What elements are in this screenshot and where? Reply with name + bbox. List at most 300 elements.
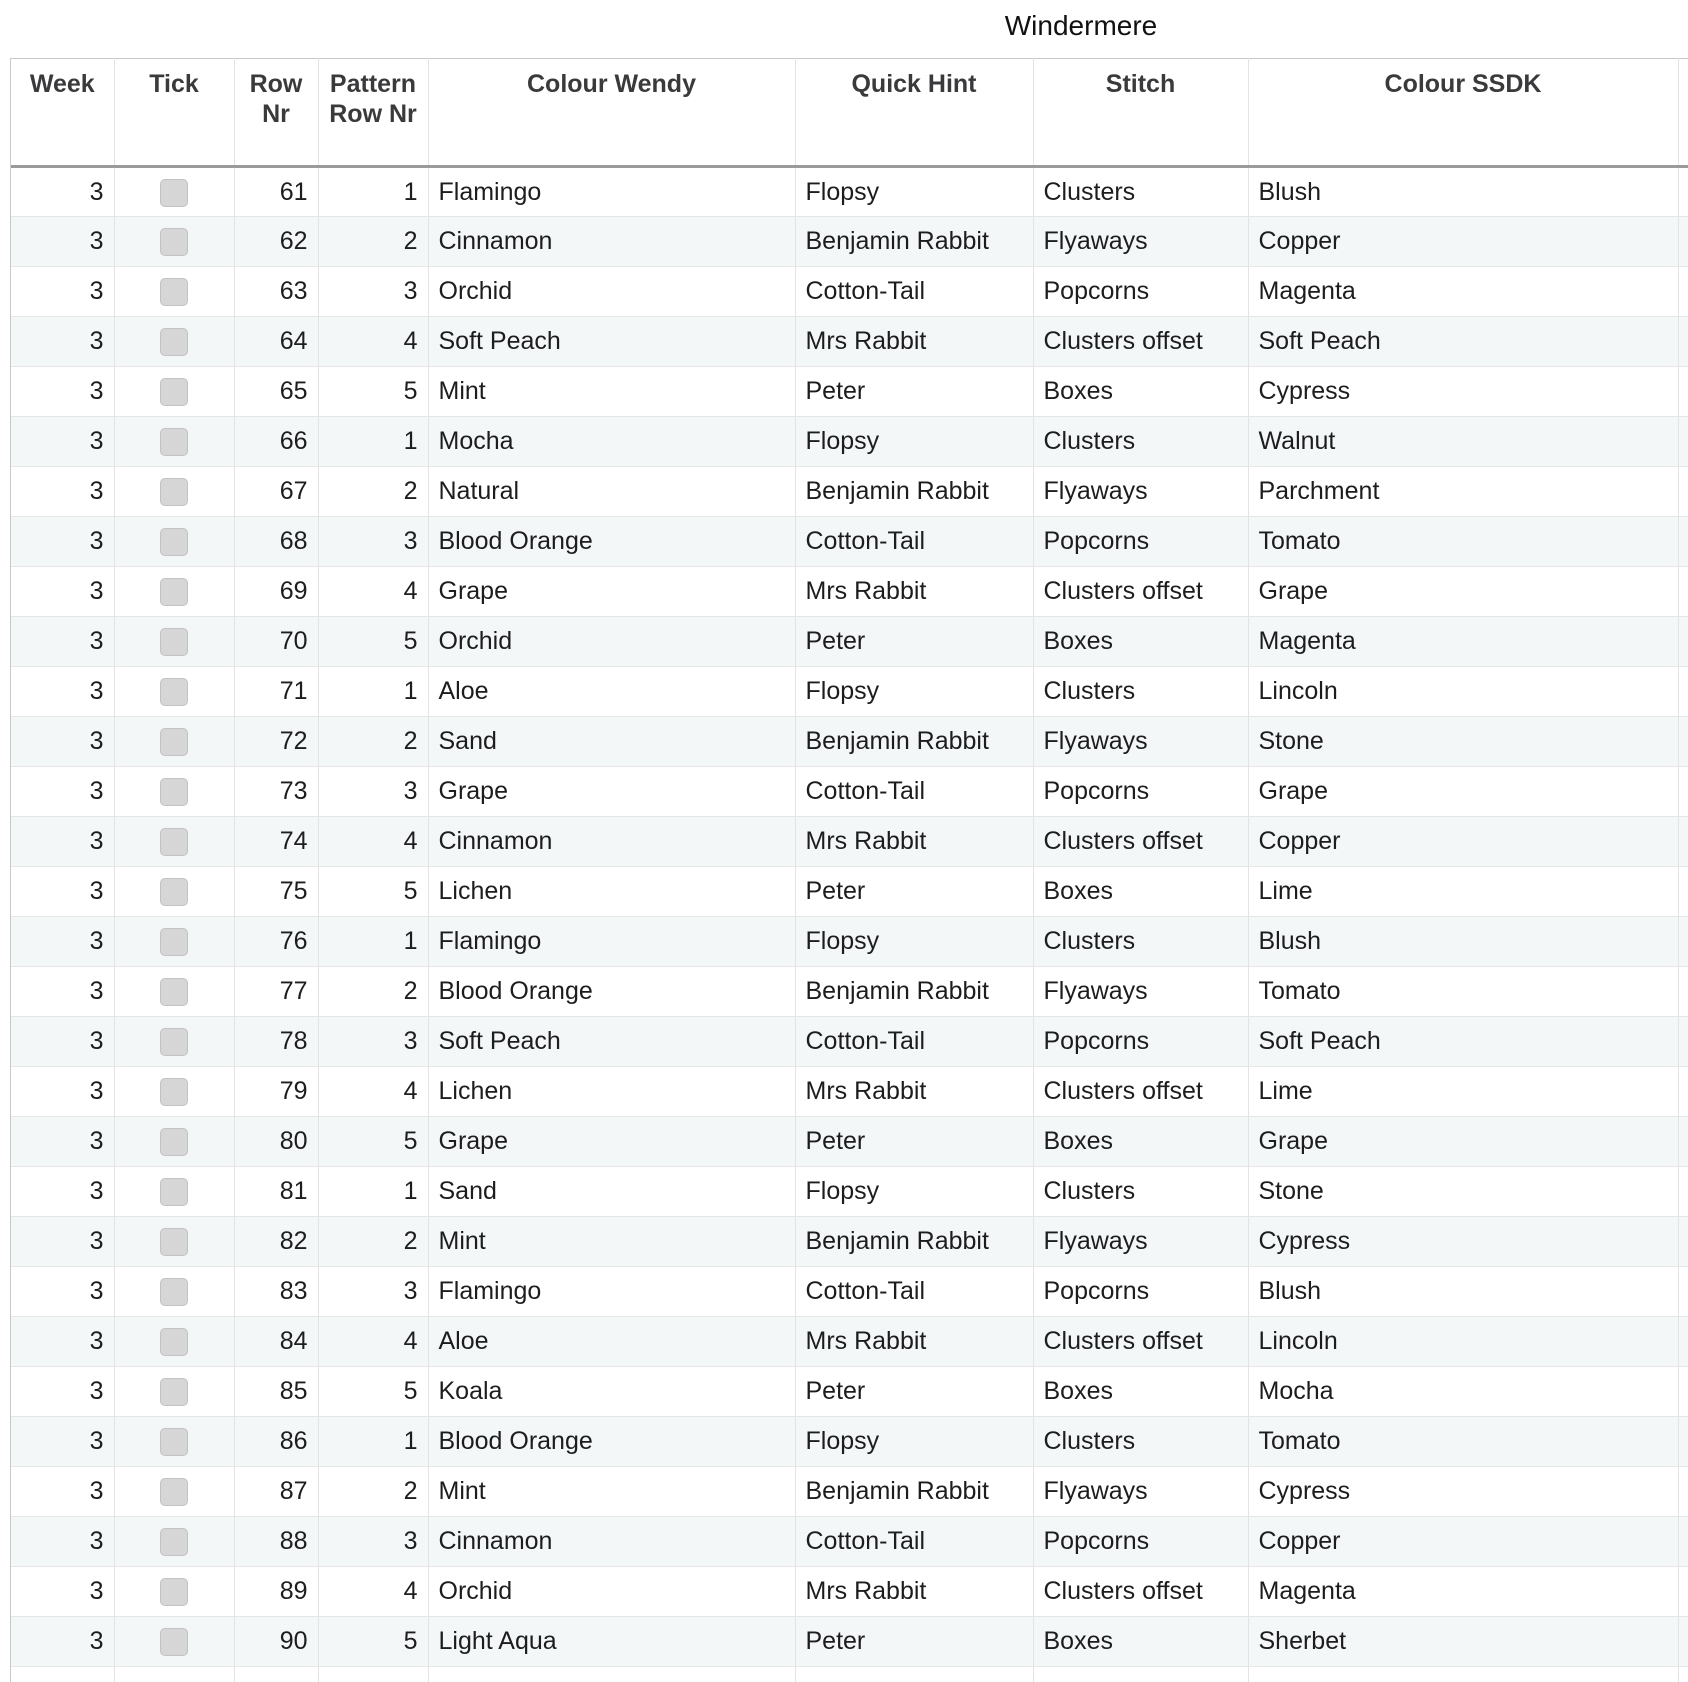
cell-week[interactable]: 3 (11, 917, 114, 967)
cell-pattern-row-nr[interactable]: 1 (318, 417, 428, 467)
cell-tick[interactable] (114, 1067, 234, 1117)
cell-stitch[interactable]: Flyaways (1033, 967, 1248, 1017)
header-row-nr[interactable]: Row Nr (234, 59, 318, 167)
cell-overflow[interactable] (1678, 817, 1688, 867)
cell-stitch[interactable]: Clusters (1033, 667, 1248, 717)
cell-tick[interactable] (114, 1617, 234, 1667)
cell-quick-hint[interactable]: Mrs Rabbit (795, 317, 1033, 367)
header-colour-wendy[interactable]: Colour Wendy (428, 59, 795, 167)
tick-checkbox[interactable] (160, 1128, 188, 1156)
cell-quick-hint[interactable]: Mrs Rabbit (795, 1067, 1033, 1117)
cell-row-nr[interactable]: 68 (234, 517, 318, 567)
cell-tick[interactable] (114, 1517, 234, 1567)
cell-row-nr[interactable]: 83 (234, 1267, 318, 1317)
cell-week[interactable]: 3 (11, 667, 114, 717)
cell-row-nr[interactable]: 64 (234, 317, 318, 367)
cell-quick-hint[interactable]: Flopsy (795, 417, 1033, 467)
cell-overflow[interactable] (1678, 667, 1688, 717)
cell-overflow[interactable] (1678, 1617, 1688, 1667)
cell-colour-wendy[interactable]: Cinnamon (428, 817, 795, 867)
cell-colour-wendy[interactable]: Flamingo (428, 1267, 795, 1317)
cell-pattern-row-nr[interactable]: 5 (318, 1117, 428, 1167)
tick-checkbox[interactable] (160, 728, 188, 756)
cell-overflow[interactable] (1678, 317, 1688, 367)
cell-week[interactable]: 3 (11, 1167, 114, 1217)
cell-overflow[interactable] (1678, 467, 1688, 517)
cell-quick-hint[interactable]: Benjamin Rabbit (795, 217, 1033, 267)
cell-pattern-row-nr[interactable]: 5 (318, 867, 428, 917)
tick-checkbox[interactable] (160, 278, 188, 306)
cell-colour-ssdk[interactable]: Soft Peach (1248, 317, 1678, 367)
cell-row-nr[interactable]: 78 (234, 1017, 318, 1067)
tick-checkbox[interactable] (160, 678, 188, 706)
cell-tick[interactable] (114, 1117, 234, 1167)
cell-tick[interactable] (114, 667, 234, 717)
cell-stitch[interactable]: Boxes (1033, 1117, 1248, 1167)
cell-colour-ssdk[interactable]: Blush (1248, 917, 1678, 967)
header-quick-hint[interactable]: Quick Hint (795, 59, 1033, 167)
cell-row-nr[interactable]: 67 (234, 467, 318, 517)
cell-overflow[interactable] (1678, 1667, 1688, 1682)
cell-quick-hint[interactable]: Mrs Rabbit (795, 1567, 1033, 1617)
cell-colour-wendy[interactable]: Natural (428, 467, 795, 517)
cell-colour-ssdk[interactable]: Tomato (1248, 1417, 1678, 1467)
tick-checkbox[interactable] (160, 628, 188, 656)
cell-overflow[interactable] (1678, 967, 1688, 1017)
cell-week[interactable]: 3 (11, 167, 114, 217)
tick-checkbox[interactable] (160, 1178, 188, 1206)
cell-overflow[interactable] (1678, 1567, 1688, 1617)
cell-colour-ssdk[interactable]: Lime (1248, 1067, 1678, 1117)
tick-checkbox[interactable] (160, 1028, 188, 1056)
header-stitch[interactable]: Stitch (1033, 59, 1248, 167)
cell-colour-ssdk[interactable]: Blush (1248, 167, 1678, 217)
cell-tick[interactable] (114, 717, 234, 767)
cell-colour-wendy[interactable]: Orchid (428, 617, 795, 667)
cell-overflow[interactable] (1678, 167, 1688, 217)
cell-week[interactable]: 3 (11, 1217, 114, 1267)
cell-stitch[interactable]: Flyaways (1033, 1467, 1248, 1517)
cell-pattern-row-nr[interactable]: 2 (318, 1467, 428, 1517)
cell-tick[interactable] (114, 867, 234, 917)
cell-stitch[interactable]: Flyaways (1033, 717, 1248, 767)
cell-overflow[interactable] (1678, 867, 1688, 917)
cell-pattern-row-nr[interactable]: 1 (318, 917, 428, 967)
cell-pattern-row-nr[interactable]: 2 (318, 467, 428, 517)
cell-week[interactable]: 3 (11, 1067, 114, 1117)
cell-row-nr[interactable]: 88 (234, 1517, 318, 1567)
cell-quick-hint[interactable]: Peter (795, 1117, 1033, 1167)
cell-stitch[interactable]: Clusters offset (1033, 817, 1248, 867)
cell-colour-wendy[interactable]: Aloe (428, 1317, 795, 1367)
cell-tick[interactable] (114, 1317, 234, 1367)
cell-tick[interactable] (114, 1567, 234, 1617)
tick-checkbox[interactable] (160, 478, 188, 506)
cell-colour-ssdk[interactable]: Stone (1248, 717, 1678, 767)
cell-week[interactable]: 3 (11, 967, 114, 1017)
cell-row-nr[interactable]: 80 (234, 1117, 318, 1167)
cell-stitch[interactable]: Clusters offset (1033, 1067, 1248, 1117)
cell-tick[interactable] (114, 1667, 234, 1682)
cell-stitch[interactable]: Boxes (1033, 1367, 1248, 1417)
cell-week[interactable]: 3 (11, 317, 114, 367)
cell-stitch[interactable]: Boxes (1033, 1617, 1248, 1667)
cell-pattern-row-nr[interactable]: 4 (318, 817, 428, 867)
cell-row-nr[interactable]: 71 (234, 667, 318, 717)
cell-stitch[interactable]: Clusters (1033, 1417, 1248, 1467)
cell-row-nr[interactable]: 89 (234, 1567, 318, 1617)
cell-colour-ssdk[interactable]: Grape (1248, 767, 1678, 817)
cell-colour-wendy[interactable]: Koala (428, 1367, 795, 1417)
cell-pattern-row-nr[interactable]: 4 (318, 1567, 428, 1617)
cell-week[interactable]: 3 (11, 467, 114, 517)
cell-quick-hint[interactable]: Flopsy (795, 1167, 1033, 1217)
cell-pattern-row-nr[interactable]: 2 (318, 217, 428, 267)
cell-stitch[interactable]: Popcorns (1033, 517, 1248, 567)
cell-week[interactable]: 3 (11, 1567, 114, 1617)
cell-quick-hint[interactable]: Benjamin Rabbit (795, 717, 1033, 767)
cell-stitch[interactable]: Clusters offset (1033, 317, 1248, 367)
tick-checkbox[interactable] (160, 1328, 188, 1356)
cell-overflow[interactable] (1678, 1017, 1688, 1067)
cell-row-nr[interactable]: 74 (234, 817, 318, 867)
cell-overflow[interactable] (1678, 1517, 1688, 1567)
cell-pattern-row-nr[interactable]: 5 (318, 617, 428, 667)
cell-week[interactable]: 3 (11, 567, 114, 617)
cell-week[interactable] (11, 1667, 114, 1682)
cell-colour-ssdk[interactable]: Copper (1248, 817, 1678, 867)
cell-colour-wendy[interactable]: Orchid (428, 267, 795, 317)
cell-tick[interactable] (114, 317, 234, 367)
tick-checkbox[interactable] (160, 528, 188, 556)
header-overflow-column[interactable] (1678, 59, 1688, 167)
cell-quick-hint[interactable]: Flopsy (795, 667, 1033, 717)
cell-stitch[interactable]: Clusters (1033, 417, 1248, 467)
cell-colour-wendy[interactable]: Sand (428, 717, 795, 767)
cell-stitch[interactable]: Boxes (1033, 617, 1248, 667)
cell-tick[interactable] (114, 1267, 234, 1317)
cell-colour-wendy[interactable]: Cinnamon (428, 217, 795, 267)
tick-checkbox[interactable] (160, 1628, 188, 1656)
cell-quick-hint[interactable]: Mrs Rabbit (795, 817, 1033, 867)
cell-colour-ssdk[interactable]: Mocha (1248, 1367, 1678, 1417)
cell-overflow[interactable] (1678, 1467, 1688, 1517)
cell-colour-ssdk[interactable]: Copper (1248, 217, 1678, 267)
cell-colour-wendy[interactable]: Grape (428, 567, 795, 617)
cell-quick-hint[interactable]: Peter (795, 367, 1033, 417)
cell-week[interactable]: 3 (11, 1117, 114, 1167)
cell-row-nr[interactable]: 87 (234, 1467, 318, 1517)
tick-checkbox[interactable] (160, 1528, 188, 1556)
cell-colour-wendy[interactable]: Blood Orange (428, 967, 795, 1017)
cell-pattern-row-nr[interactable]: 1 (318, 167, 428, 217)
cell-tick[interactable] (114, 1367, 234, 1417)
header-pattern-row-nr[interactable]: Pattern Row Nr (318, 59, 428, 167)
cell-overflow[interactable] (1678, 1217, 1688, 1267)
cell-tick[interactable] (114, 617, 234, 667)
cell-stitch[interactable]: Flyaways (1033, 217, 1248, 267)
cell-quick-hint[interactable]: Cotton-Tail (795, 1517, 1033, 1567)
cell-row-nr[interactable]: 62 (234, 217, 318, 267)
cell-overflow[interactable] (1678, 1167, 1688, 1217)
cell-pattern-row-nr[interactable]: 5 (318, 1367, 428, 1417)
cell-stitch[interactable]: Clusters (1033, 1167, 1248, 1217)
cell-quick-hint[interactable] (795, 1667, 1033, 1682)
cell-tick[interactable] (114, 767, 234, 817)
cell-row-nr[interactable]: 76 (234, 917, 318, 967)
cell-colour-ssdk[interactable]: Soft Peach (1248, 1017, 1678, 1067)
cell-colour-ssdk[interactable] (1248, 1667, 1678, 1682)
cell-week[interactable]: 3 (11, 817, 114, 867)
cell-overflow[interactable] (1678, 1267, 1688, 1317)
cell-quick-hint[interactable]: Mrs Rabbit (795, 567, 1033, 617)
cell-pattern-row-nr[interactable]: 1 (318, 667, 428, 717)
tick-checkbox[interactable] (160, 778, 188, 806)
cell-row-nr[interactable]: 84 (234, 1317, 318, 1367)
cell-week[interactable]: 3 (11, 1267, 114, 1317)
cell-overflow[interactable] (1678, 717, 1688, 767)
cell-week[interactable]: 3 (11, 1317, 114, 1367)
cell-colour-ssdk[interactable]: Grape (1248, 1117, 1678, 1167)
cell-quick-hint[interactable]: Benjamin Rabbit (795, 1217, 1033, 1267)
cell-pattern-row-nr[interactable]: 2 (318, 1217, 428, 1267)
cell-tick[interactable] (114, 917, 234, 967)
cell-pattern-row-nr[interactable]: 4 (318, 1067, 428, 1117)
cell-row-nr[interactable]: 63 (234, 267, 318, 317)
cell-tick[interactable] (114, 467, 234, 517)
header-colour-ssdk[interactable]: Colour SSDK (1248, 59, 1678, 167)
cell-stitch[interactable]: Popcorns (1033, 267, 1248, 317)
cell-quick-hint[interactable]: Peter (795, 617, 1033, 667)
cell-week[interactable]: 3 (11, 417, 114, 467)
cell-row-nr[interactable]: 79 (234, 1067, 318, 1117)
cell-quick-hint[interactable]: Mrs Rabbit (795, 1317, 1033, 1367)
cell-pattern-row-nr[interactable]: 2 (318, 967, 428, 1017)
cell-overflow[interactable] (1678, 417, 1688, 467)
cell-tick[interactable] (114, 217, 234, 267)
cell-colour-ssdk[interactable]: Cypress (1248, 367, 1678, 417)
cell-tick[interactable] (114, 417, 234, 467)
cell-colour-wendy[interactable]: Grape (428, 767, 795, 817)
cell-quick-hint[interactable]: Peter (795, 867, 1033, 917)
cell-pattern-row-nr[interactable]: 4 (318, 1317, 428, 1367)
cell-quick-hint[interactable]: Flopsy (795, 917, 1033, 967)
cell-row-nr[interactable]: 85 (234, 1367, 318, 1417)
cell-quick-hint[interactable]: Flopsy (795, 167, 1033, 217)
cell-overflow[interactable] (1678, 917, 1688, 967)
cell-overflow[interactable] (1678, 1317, 1688, 1367)
cell-colour-ssdk[interactable]: Stone (1248, 1167, 1678, 1217)
cell-pattern-row-nr[interactable]: 1 (318, 1417, 428, 1467)
cell-colour-wendy[interactable]: Blood Orange (428, 517, 795, 567)
cell-overflow[interactable] (1678, 567, 1688, 617)
cell-week[interactable]: 3 (11, 717, 114, 767)
cell-stitch[interactable]: Flyaways (1033, 467, 1248, 517)
cell-colour-ssdk[interactable]: Tomato (1248, 517, 1678, 567)
cell-row-nr[interactable]: 82 (234, 1217, 318, 1267)
tick-checkbox[interactable] (160, 1578, 188, 1606)
tick-checkbox[interactable] (160, 1078, 188, 1106)
cell-quick-hint[interactable]: Cotton-Tail (795, 1017, 1033, 1067)
cell-colour-ssdk[interactable]: Magenta (1248, 1567, 1678, 1617)
cell-tick[interactable] (114, 967, 234, 1017)
cell-quick-hint[interactable]: Benjamin Rabbit (795, 467, 1033, 517)
tick-checkbox[interactable] (160, 878, 188, 906)
cell-colour-ssdk[interactable]: Lime (1248, 867, 1678, 917)
cell-tick[interactable] (114, 1167, 234, 1217)
tick-checkbox[interactable] (160, 828, 188, 856)
cell-tick[interactable] (114, 267, 234, 317)
cell-week[interactable]: 3 (11, 1417, 114, 1467)
cell-colour-wendy[interactable]: Mint (428, 1217, 795, 1267)
cell-stitch[interactable]: Clusters (1033, 167, 1248, 217)
tick-checkbox[interactable] (160, 1228, 188, 1256)
cell-quick-hint[interactable]: Flopsy (795, 1417, 1033, 1467)
cell-week[interactable]: 3 (11, 617, 114, 667)
cell-overflow[interactable] (1678, 217, 1688, 267)
cell-quick-hint[interactable]: Peter (795, 1367, 1033, 1417)
cell-week[interactable]: 3 (11, 1367, 114, 1417)
cell-row-nr[interactable] (234, 1667, 318, 1682)
cell-pattern-row-nr[interactable]: 3 (318, 267, 428, 317)
cell-colour-ssdk[interactable]: Cypress (1248, 1217, 1678, 1267)
cell-colour-ssdk[interactable]: Lincoln (1248, 667, 1678, 717)
cell-overflow[interactable] (1678, 517, 1688, 567)
cell-pattern-row-nr[interactable]: 3 (318, 517, 428, 567)
cell-pattern-row-nr[interactable]: 1 (318, 1167, 428, 1217)
cell-quick-hint[interactable]: Cotton-Tail (795, 767, 1033, 817)
cell-pattern-row-nr[interactable]: 5 (318, 1617, 428, 1667)
cell-tick[interactable] (114, 1017, 234, 1067)
cell-colour-ssdk[interactable]: Sherbet (1248, 1617, 1678, 1667)
tick-checkbox[interactable] (160, 1378, 188, 1406)
cell-stitch[interactable]: Clusters offset (1033, 567, 1248, 617)
tick-checkbox[interactable] (160, 1478, 188, 1506)
cell-stitch[interactable]: Clusters offset (1033, 1567, 1248, 1617)
tick-checkbox[interactable] (160, 378, 188, 406)
cell-week[interactable]: 3 (11, 1517, 114, 1567)
cell-week[interactable]: 3 (11, 767, 114, 817)
cell-pattern-row-nr[interactable]: 5 (318, 367, 428, 417)
cell-quick-hint[interactable]: Cotton-Tail (795, 1267, 1033, 1317)
cell-colour-ssdk[interactable]: Parchment (1248, 467, 1678, 517)
cell-row-nr[interactable]: 69 (234, 567, 318, 617)
header-week[interactable]: Week (11, 59, 114, 167)
cell-row-nr[interactable]: 75 (234, 867, 318, 917)
cell-tick[interactable] (114, 1417, 234, 1467)
cell-colour-wendy[interactable]: Lichen (428, 867, 795, 917)
cell-overflow[interactable] (1678, 267, 1688, 317)
cell-stitch[interactable]: Popcorns (1033, 1517, 1248, 1567)
cell-colour-wendy[interactable]: Mint (428, 367, 795, 417)
cell-pattern-row-nr[interactable]: 4 (318, 567, 428, 617)
cell-row-nr[interactable]: 73 (234, 767, 318, 817)
cell-overflow[interactable] (1678, 1417, 1688, 1467)
cell-row-nr[interactable]: 61 (234, 167, 318, 217)
cell-colour-ssdk[interactable]: Copper (1248, 1517, 1678, 1567)
tick-checkbox[interactable] (160, 1278, 188, 1306)
tick-checkbox[interactable] (160, 328, 188, 356)
cell-tick[interactable] (114, 517, 234, 567)
cell-week[interactable]: 3 (11, 517, 114, 567)
tick-checkbox[interactable] (160, 978, 188, 1006)
cell-row-nr[interactable]: 77 (234, 967, 318, 1017)
cell-stitch[interactable]: Clusters (1033, 917, 1248, 967)
cell-quick-hint[interactable]: Benjamin Rabbit (795, 967, 1033, 1017)
cell-colour-wendy[interactable]: Orchid (428, 1567, 795, 1617)
cell-pattern-row-nr[interactable]: 4 (318, 317, 428, 367)
cell-colour-wendy[interactable]: Soft Peach (428, 317, 795, 367)
cell-colour-ssdk[interactable]: Walnut (1248, 417, 1678, 467)
cell-pattern-row-nr[interactable]: 3 (318, 1017, 428, 1067)
tick-checkbox[interactable] (160, 228, 188, 256)
cell-colour-wendy[interactable]: Light Aqua (428, 1617, 795, 1667)
cell-week[interactable]: 3 (11, 1617, 114, 1667)
cell-colour-ssdk[interactable]: Magenta (1248, 617, 1678, 667)
cell-pattern-row-nr[interactable] (318, 1667, 428, 1682)
cell-colour-wendy[interactable]: Blood Orange (428, 1417, 795, 1467)
cell-colour-ssdk[interactable]: Blush (1248, 1267, 1678, 1317)
cell-colour-ssdk[interactable]: Lincoln (1248, 1317, 1678, 1367)
cell-quick-hint[interactable]: Cotton-Tail (795, 267, 1033, 317)
header-tick[interactable]: Tick (114, 59, 234, 167)
cell-tick[interactable] (114, 817, 234, 867)
cell-row-nr[interactable]: 66 (234, 417, 318, 467)
cell-row-nr[interactable]: 81 (234, 1167, 318, 1217)
tick-checkbox[interactable] (160, 179, 188, 207)
cell-colour-wendy[interactable]: Cinnamon (428, 1517, 795, 1567)
cell-colour-wendy[interactable]: Aloe (428, 667, 795, 717)
cell-colour-ssdk[interactable]: Cypress (1248, 1467, 1678, 1517)
cell-overflow[interactable] (1678, 367, 1688, 417)
cell-colour-ssdk[interactable]: Grape (1248, 567, 1678, 617)
cell-colour-wendy[interactable]: Grape (428, 1117, 795, 1167)
cell-row-nr[interactable]: 65 (234, 367, 318, 417)
cell-colour-wendy[interactable]: Flamingo (428, 917, 795, 967)
cell-stitch[interactable] (1033, 1667, 1248, 1682)
cell-week[interactable]: 3 (11, 867, 114, 917)
tick-checkbox[interactable] (160, 428, 188, 456)
cell-colour-wendy[interactable]: Mocha (428, 417, 795, 467)
cell-tick[interactable] (114, 1467, 234, 1517)
cell-week[interactable]: 3 (11, 1467, 114, 1517)
cell-colour-wendy[interactable]: Soft Peach (428, 1017, 795, 1067)
cell-overflow[interactable] (1678, 767, 1688, 817)
tick-checkbox[interactable] (160, 578, 188, 606)
tick-checkbox[interactable] (160, 928, 188, 956)
cell-tick[interactable] (114, 167, 234, 217)
cell-colour-wendy[interactable]: Flamingo (428, 167, 795, 217)
cell-overflow[interactable] (1678, 1117, 1688, 1167)
cell-colour-ssdk[interactable]: Magenta (1248, 267, 1678, 317)
cell-colour-wendy[interactable]: Mint (428, 1467, 795, 1517)
cell-pattern-row-nr[interactable]: 2 (318, 717, 428, 767)
cell-overflow[interactable] (1678, 1367, 1688, 1417)
cell-week[interactable]: 3 (11, 1017, 114, 1067)
cell-pattern-row-nr[interactable]: 3 (318, 767, 428, 817)
cell-tick[interactable] (114, 1217, 234, 1267)
cell-row-nr[interactable]: 86 (234, 1417, 318, 1467)
cell-tick[interactable] (114, 567, 234, 617)
cell-pattern-row-nr[interactable]: 3 (318, 1517, 428, 1567)
cell-colour-wendy[interactable]: Sand (428, 1167, 795, 1217)
cell-week[interactable]: 3 (11, 267, 114, 317)
cell-row-nr[interactable]: 70 (234, 617, 318, 667)
cell-pattern-row-nr[interactable]: 3 (318, 1267, 428, 1317)
cell-colour-wendy[interactable]: Lichen (428, 1067, 795, 1117)
cell-stitch[interactable]: Popcorns (1033, 767, 1248, 817)
cell-week[interactable]: 3 (11, 367, 114, 417)
